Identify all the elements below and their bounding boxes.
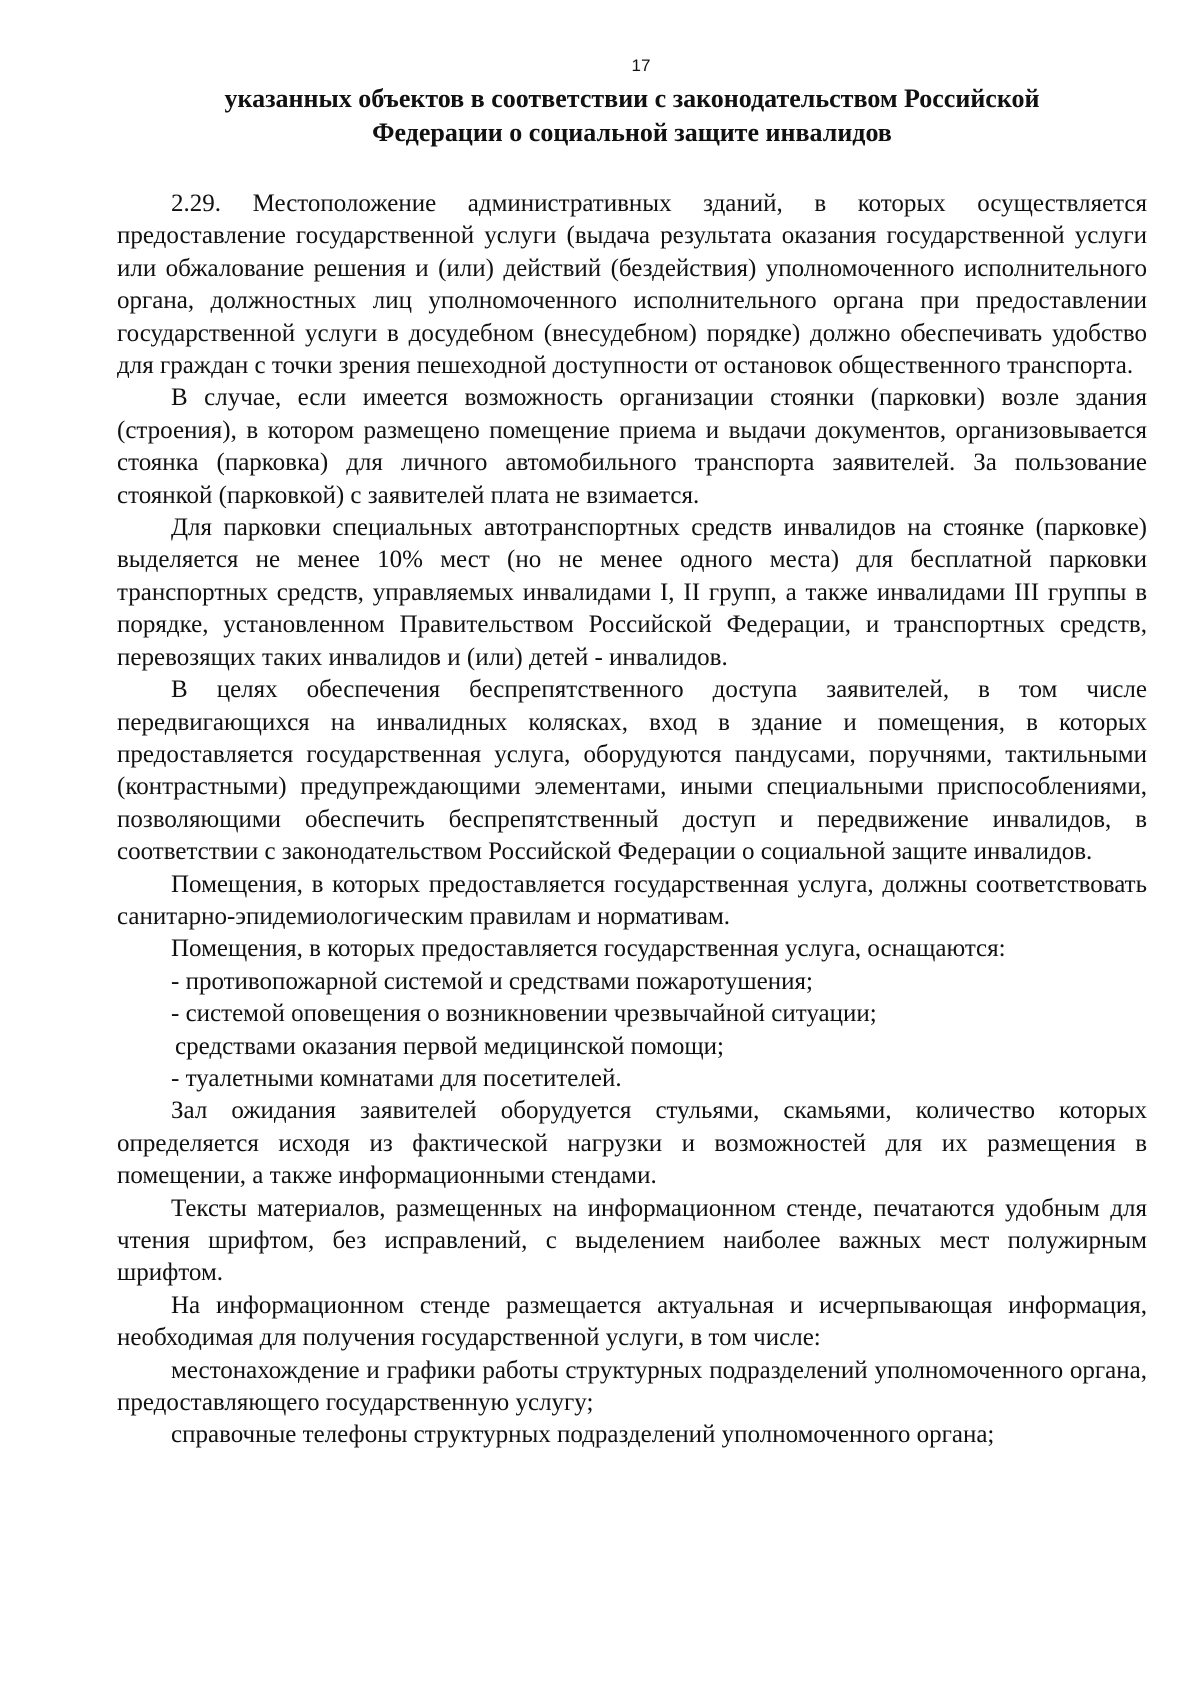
section-heading-line-2: Федерации о социальной защите инвалидов (372, 118, 892, 147)
paragraph-waiting-room: Зал ожидания заявителей оборудуется стульями, скамьями, количество которых определяется исходя из фактической нагрузки и возможностей для их размещения в помещении, а также информационными стендами. (117, 1097, 1147, 1190)
section-heading (117, 82, 1147, 150)
paragraph-stand-info: На информационном стенде размещается актуальная и исчерпывающая информация, необходимая для получения государственной услуги, в том числе: (117, 1291, 1147, 1352)
section-heading-line-1: указанных объектов в соответствии с законодательством Российской (224, 84, 1040, 113)
equipment-intro: Помещения, в которых предоставляется государственная услуга, оснащаются: (171, 935, 1006, 963)
paragraph-locations-schedule: местонахождение и графики работы структурных подразделений уполномоченного органа, предоставляющего государственную услугу; (117, 1356, 1147, 1417)
page-number: 17 (631, 56, 651, 75)
paragraph-accessibility: В целях обеспечения беспрепятственного доступа заявителей, в том числе передвигающихся на инвалидных колясках, вход в здание и помещения, в которых предоставляется государственная услуга, оборудуются пандусами, поручнями, тактильными (контрастными) предупреждающими элементами, иными специальными приспособлениями, позволяющими обеспечить беспрепятственный доступ и передвижение инвалидов, в соответствии с законодательством Российской Федерации о социальной защите инвалидов. (117, 676, 1147, 866)
equipment-item-fire: - противопожарной системой и средствами пожаротушения; (171, 967, 813, 995)
paragraph-sanitary: Помещения, в которых предоставляется государственная услуга, должны соответствовать санитарно-эпидемиологическим правилам и нормативам. (117, 870, 1147, 930)
paragraph-disabled-parking: Для парковки специальных автотранспортных средств инвалидов на стоянке (парковке) выделяется не менее 10% мест (но не менее одного места) для бесплатной парковки транспортных средств, управляемых инвалидами I, II групп, а также инвалидами III группы в порядке, установленном Правительством Российской Федерации, и транспортных средств, перевозящих таких инвалидов и (или) детей - инвалидов. (117, 514, 1147, 671)
document-page (117, 56, 1147, 1452)
equipment-item-toilets: - туалетными комнатами для посетителей. (171, 1064, 622, 1092)
equipment-item-first-aid: средствами оказания первой медицинской помощи; (175, 1032, 724, 1060)
paragraph-stand-fonts: Тексты материалов, размещенных на информационном стенде, печатаются удобным для чтения шрифтом, без исправлений, с выделением наиболее важных мест полужирным шрифтом. (117, 1194, 1147, 1287)
equipment-item-alert: - системой оповещения о возникновении чрезвычайной ситуации; (171, 1000, 877, 1028)
document-body (117, 188, 1147, 1452)
paragraph-parking: В случае, если имеется возможность организации стоянки (парковки) возле здания (строения), в котором размещено помещение приема и выдачи документов, организовывается стоянка (парковка) для личного автомобильного транспорта заявителей. За пользование стоянкой (парковкой) с заявителей плата не взимается. (117, 384, 1147, 509)
paragraph-phones: справочные телефоны структурных подразделений уполномоченного органа; (171, 1421, 995, 1449)
paragraph-2-29: 2.29. Местоположение административных зданий, в которых осуществляется предоставление государственной услуги (выдача результата оказания государственной услуги или обжалование решения и (или) действий (бездействия) уполномоченного исполнительного органа, должностных лиц уполномоченного исполнительного органа при предоставлении государственной услуги в досудебном (внесудебном) порядке) должно обеспечивать удобство для граждан с точки зрения пешеходной доступности от остановок общественного транспорта. (117, 190, 1147, 380)
